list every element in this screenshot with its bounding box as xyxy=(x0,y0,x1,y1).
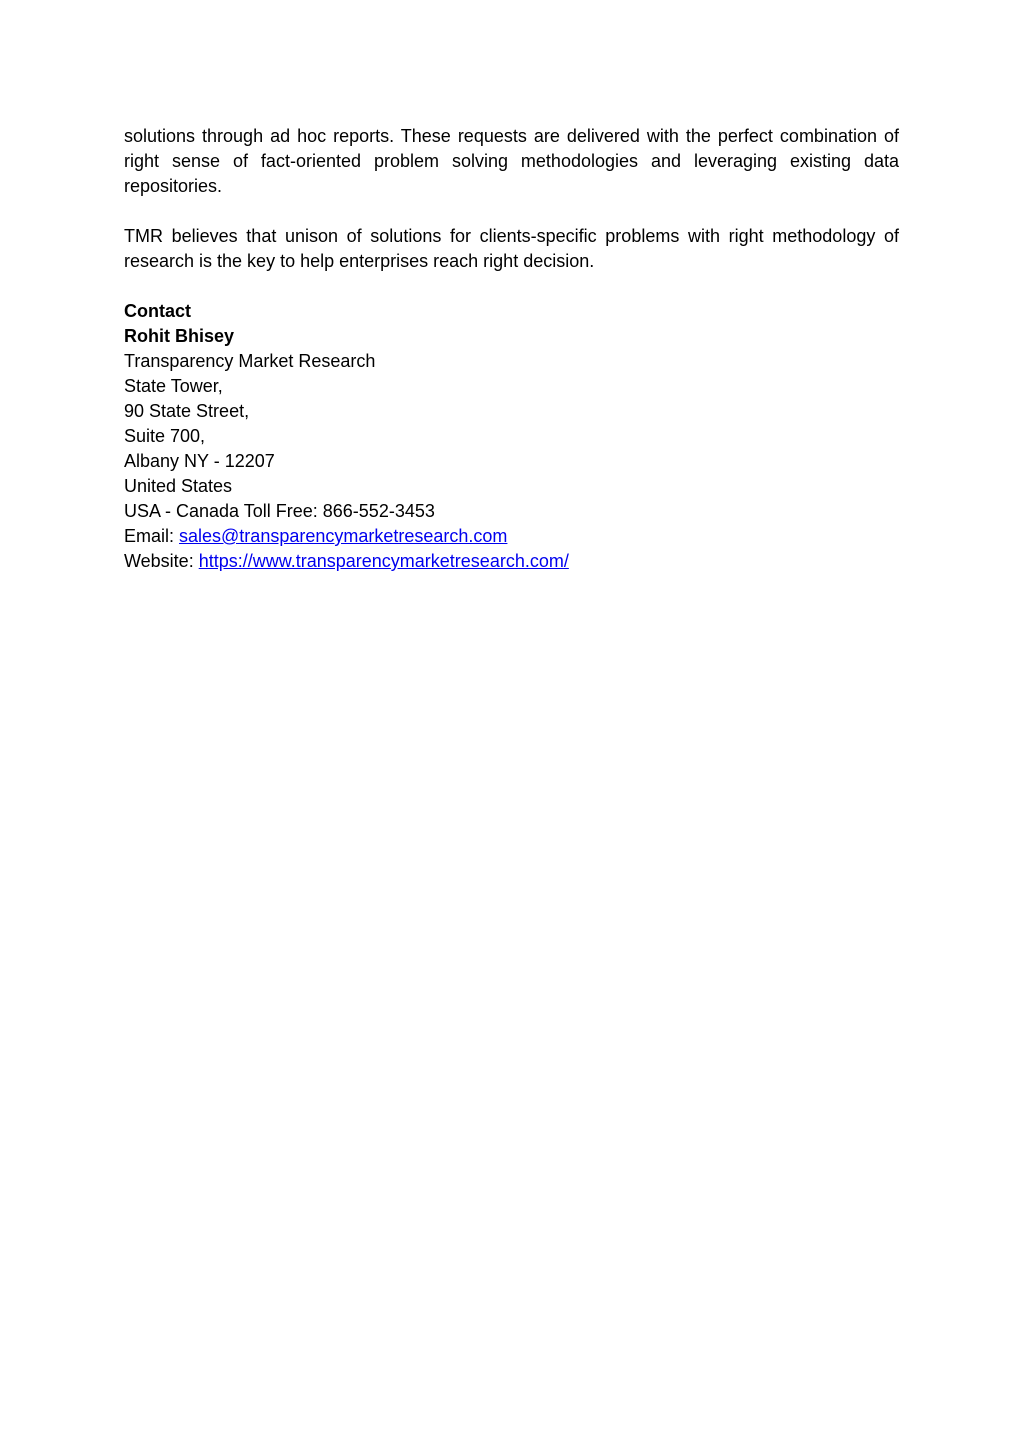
contact-heading: Contact xyxy=(124,301,191,321)
contact-website-row xyxy=(124,549,899,574)
contact-block xyxy=(124,299,899,574)
contact-company: Transparency Market Research xyxy=(124,351,376,371)
email-label: Email: xyxy=(124,526,180,546)
paragraph-tmr-believes: TMR believes that unison of solutions for clients-specific problems with right methodology of research is the key to help enterprises reach right decision. xyxy=(124,226,899,271)
paragraph-solutions: solutions through ad hoc reports. These requests are delivered with the perfect combination of right sense of fact-oriented problem solving methodologies and leveraging existing data repositories. xyxy=(124,126,899,196)
contact-address-line1: State Tower, xyxy=(124,376,223,396)
contact-country: United States xyxy=(124,476,233,496)
contact-email-row xyxy=(124,524,899,549)
contact-phone: USA - Canada Toll Free: 866-552-3453 xyxy=(124,501,435,521)
contact-name: Rohit Bhisey xyxy=(124,326,235,346)
contact-address-line2: 90 State Street, xyxy=(124,401,250,421)
website-label: Website: xyxy=(124,551,199,571)
email-link[interactable]: sales@transparencymarketresearch.com xyxy=(179,526,508,546)
document-page xyxy=(124,124,899,574)
contact-city: Albany NY - 12207 xyxy=(124,451,275,471)
website-link[interactable]: https://www.transparencymarketresearch.com/ xyxy=(198,551,569,571)
contact-address-line3: Suite 700, xyxy=(124,426,206,446)
